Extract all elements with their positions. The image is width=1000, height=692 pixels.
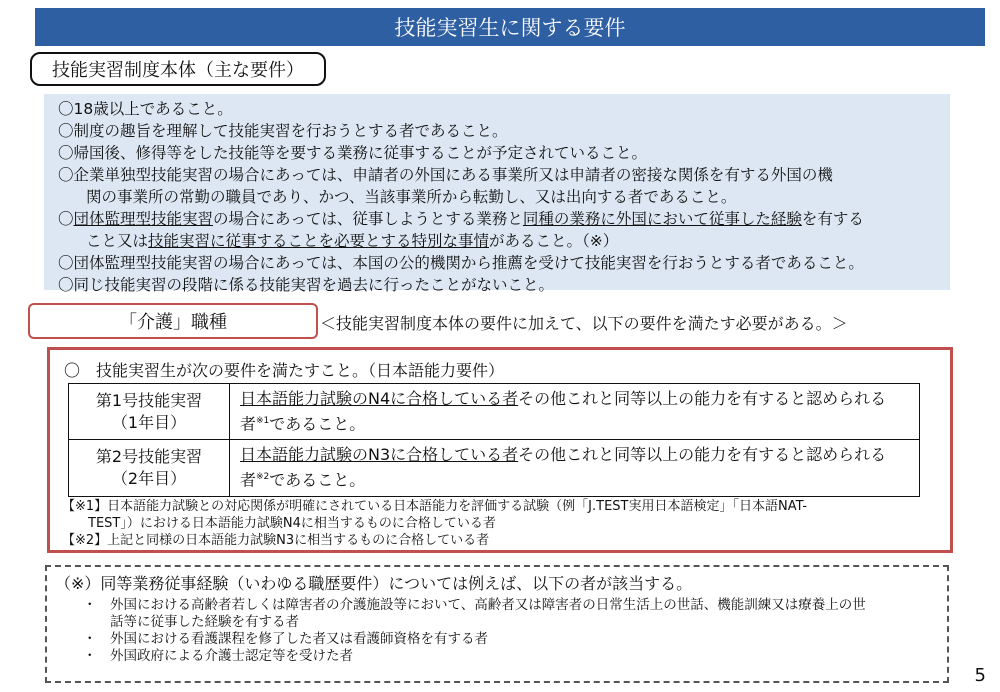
japanese-level-table	[68, 383, 920, 497]
level-name: 第1号技能実習	[95, 390, 203, 410]
plain-text: こと又は	[86, 232, 149, 250]
japanese-requirement-heading: 〇 技能実習生が次の要件を満たすこと。（日本語能力要件）	[64, 361, 505, 380]
plain-text: 者	[240, 414, 257, 434]
table-row	[69, 440, 920, 496]
underlined-text: 同種の業務に外国において従事した経験	[522, 210, 802, 228]
requirement-company-type-1: 〇企業単独型技能実習の場合にあっては、申請者の外国にある事業所又は申請者の密接な関係を有する外国の機	[58, 166, 833, 184]
table-row	[69, 384, 920, 440]
underlined-text: 日本語能力試験のN4に合格している者	[240, 389, 519, 408]
requirement-return: 〇帰国後、修得等をした技能等を要する業務に従事することが予定されていること。	[58, 144, 648, 162]
plain-text: であること。	[269, 414, 366, 434]
requirement-supervised-type-2	[44, 230, 950, 252]
plain-text: であること。	[269, 470, 366, 490]
page-number: 5	[974, 665, 986, 686]
plain-text: その他これと同等以上の能力を有すると認められる	[518, 389, 887, 408]
level-year: （2年目）	[111, 468, 187, 488]
japanese-requirement-box	[47, 347, 953, 553]
section-label-text: 技能実習制度本体（主な要件）	[52, 60, 304, 81]
plain-text: があること。（※）	[489, 232, 619, 250]
circle-mark: 〇	[58, 210, 74, 228]
underlined-text: 団体監理型技能実習	[73, 210, 214, 228]
requirement-purpose: 〇制度の趣旨を理解して技能実習を行おうとする者であること。	[58, 122, 508, 140]
page-title-bar	[35, 8, 985, 46]
plain-text: の場合にあっては、従事しようとする業務と	[213, 210, 523, 228]
footnote-mark: ※1	[256, 416, 270, 426]
requirement-age: 〇18歳以上であること。	[58, 100, 233, 118]
level-year: （1年目）	[111, 412, 187, 432]
requirement-company-type-2: 関の事業所の常勤の職員であり、かつ、当該事業所から転勤し、又は出向する者であること。	[86, 188, 737, 206]
list-item: ・ 外国における高齢者若しくは障害者の介護施設等において、高齢者又は障害者の日常生活上の世話、機能訓練又は療養上の世	[83, 597, 866, 613]
footnote-mark: ※2	[256, 472, 270, 483]
level-name: 第2号技能実習	[95, 446, 203, 466]
footnote-1-line-2: TEST」）における日本語能力試験N4に相当するものに合格している者	[62, 516, 496, 531]
level-cell	[69, 440, 230, 496]
underlined-text: 日本語能力試験のN3に合格している者	[240, 445, 519, 465]
description-cell	[230, 440, 920, 496]
description-cell	[230, 384, 920, 440]
kaigo-note: ＜技能実習制度本体の要件に加えて、以下の要件を満たす必要がある。＞	[320, 314, 848, 333]
underlined-text: 技能実習に従事することを必要とする特別な事情	[148, 232, 490, 250]
plain-text: 者	[240, 470, 257, 490]
work-experience-heading: （※）同等業務従事経験（いわゆる職歴要件）については例えば、以下の者が該当する。	[55, 574, 693, 593]
footnote-1-line-1: 【※1】日本語能力試験との対応関係が明確にされている日本語能力を評価する試験（例「J.TEST実用日本語検定」「日本語NAT-	[62, 499, 808, 514]
section-label-main-requirements	[30, 52, 326, 86]
work-experience-box	[45, 565, 949, 683]
page-title: 技能実習生に関する要件	[394, 16, 626, 40]
kaigo-label-text: 「介護」職種	[119, 312, 227, 333]
list-item: ・ 外国における看護課程を修了した者又は看護師資格を有する者	[83, 631, 488, 647]
plain-text: その他これと同等以上の能力を有すると認められる	[518, 445, 887, 465]
requirement-supervised-type-1	[44, 208, 950, 230]
footnote-2: 【※2】上記と同様の日本語能力試験N3に相当するものに合格している者	[62, 533, 490, 548]
list-item: ・ 外国政府による介護士認定等を受けた者	[83, 648, 353, 664]
kaigo-occupation-label	[28, 303, 318, 339]
list-item-continuation: 話等に従事した経験を有する者	[83, 614, 299, 630]
requirements-box	[44, 94, 950, 294]
requirement-recommendation: 〇団体監理型技能実習の場合にあっては、本国の公的機関から推薦を受けて技能実習を行おうとする者であること。	[58, 254, 864, 272]
requirement-no-repeat: 〇同じ技能実習の段階に係る技能実習を過去に行ったことがないこと。	[58, 276, 555, 294]
plain-text: を有する	[801, 210, 864, 228]
level-cell	[69, 384, 230, 440]
